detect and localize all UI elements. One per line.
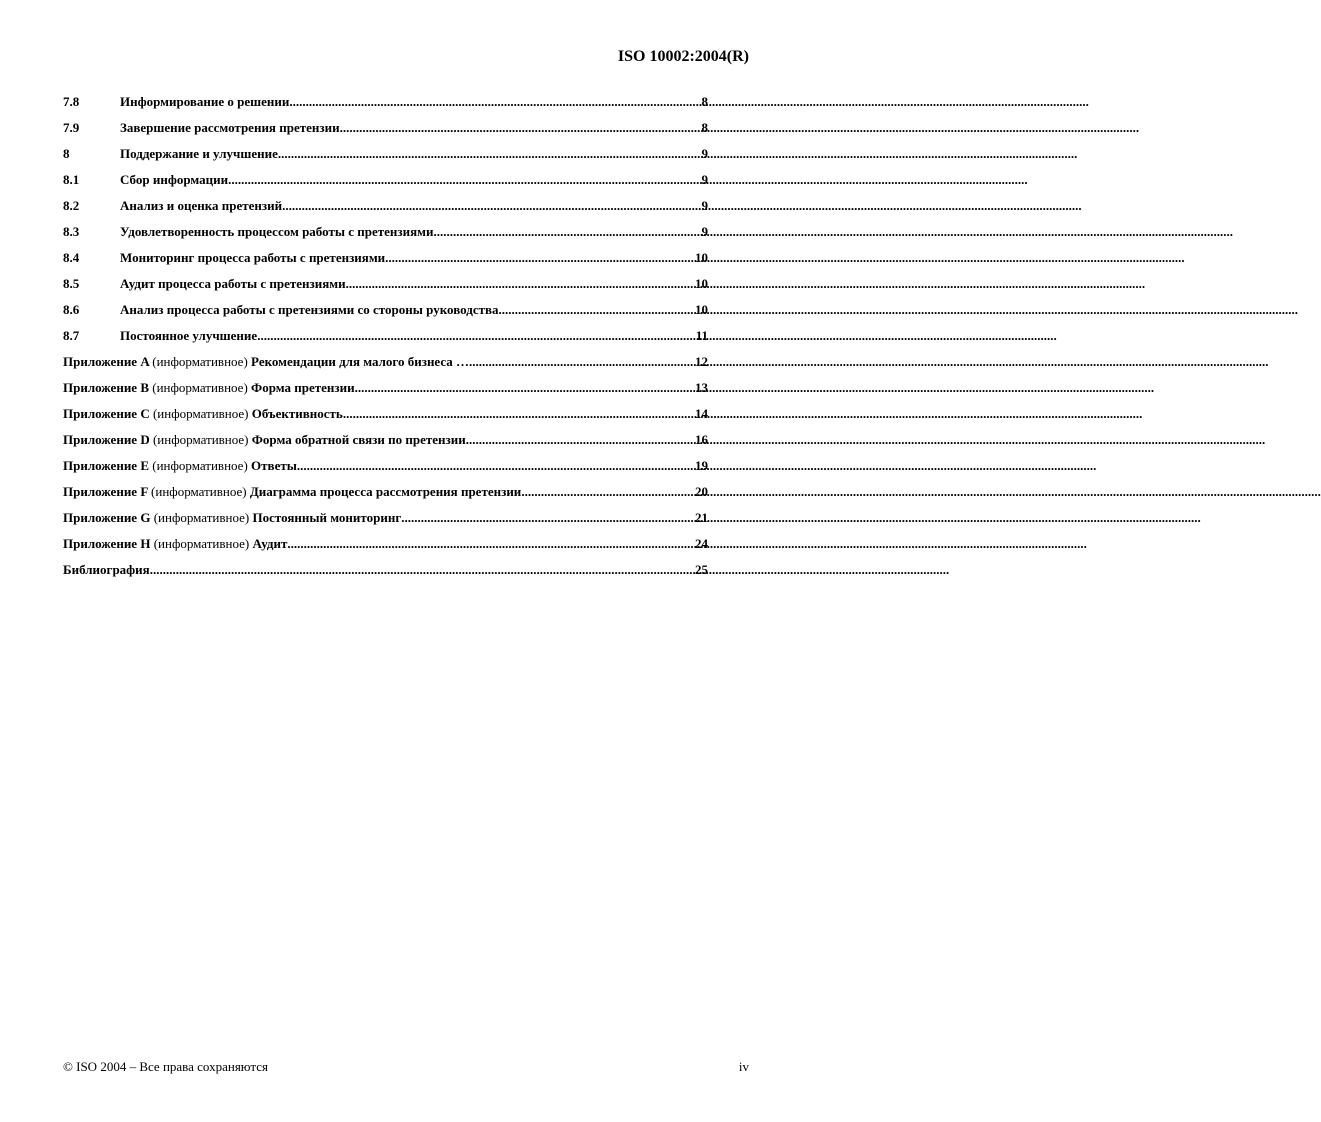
dot-leader — [355, 380, 695, 396]
toc-entry-title: Анализ и оценка претензий — [120, 198, 283, 213]
dot-leader — [434, 224, 702, 240]
annex-type: (информативное) — [152, 406, 249, 421]
annex-type: (информативное) — [151, 484, 247, 499]
page-number: iv — [738, 1059, 749, 1074]
toc-entry-number: 7.9 — [63, 120, 80, 135]
toc-entry-title: Аудит процесса работы с претензиями — [120, 276, 346, 291]
toc-annex-title — [63, 536, 287, 552]
dot-leader — [340, 120, 702, 136]
toc-entry-page: 9 — [701, 198, 708, 213]
bibliography-title: Библиография — [63, 562, 150, 577]
dot-leader — [297, 458, 695, 474]
dot-leader — [521, 484, 695, 500]
annex-title: Объективность — [251, 406, 343, 421]
toc-entry[interactable] — [63, 120, 708, 146]
toc-entry-page: 8 — [701, 120, 708, 135]
dot-leader — [499, 302, 696, 318]
toc-annex[interactable] — [63, 536, 708, 562]
dot-leader — [401, 510, 695, 526]
dot-leader — [289, 94, 701, 110]
toc-entry-title: Мониторинг процесса работы с претензиями — [120, 250, 386, 265]
annex-type: (информативное) — [152, 380, 248, 395]
toc-annex-title — [63, 484, 521, 500]
toc-annex-title — [63, 510, 401, 526]
toc-entry[interactable] — [63, 250, 708, 276]
annex-title: Постоянный мониторинг — [252, 510, 402, 525]
toc-entry[interactable] — [63, 302, 708, 328]
annex-type: (информативное) — [153, 536, 250, 551]
dot-leader — [346, 276, 695, 292]
annex-title: Аудит — [252, 536, 288, 551]
toc-entry-number: 7.8 — [63, 94, 80, 109]
annex-label: Приложение C — [63, 406, 150, 421]
toc-annex-title — [63, 458, 297, 474]
toc-entry-title: Сбор информации — [120, 172, 229, 187]
toc-annex-page: 14 — [695, 406, 708, 421]
toc-entry[interactable] — [63, 328, 708, 354]
annex-title: Форма претензии — [251, 380, 355, 395]
toc-annex-page: 12 — [695, 354, 708, 369]
toc-entry-number: 8 — [63, 146, 70, 161]
toc-annex-title — [63, 406, 343, 422]
toc-entry-number: 8.1 — [63, 172, 80, 187]
dot-leader — [385, 250, 695, 266]
annex-title: Ответы — [251, 458, 297, 473]
toc-entry-number: 8.3 — [63, 224, 80, 239]
toc-entry-page: 9 — [701, 172, 708, 187]
annex-type: (информативное) — [152, 458, 248, 473]
toc-entry[interactable] — [63, 94, 708, 120]
annex-label: Приложение E — [63, 458, 149, 473]
toc-annex-title — [63, 380, 355, 396]
bibliography-page: 25 — [695, 562, 708, 577]
dot-leader — [278, 146, 702, 162]
dot-leader — [257, 328, 696, 344]
annex-label: Приложение B — [63, 380, 149, 395]
annex-type: (информативное) — [152, 354, 248, 369]
standard-id: ISO 10002:2004(R) — [617, 48, 749, 65]
toc-entry-page: 10 — [695, 302, 708, 317]
toc-entry-number: 8.7 — [63, 328, 80, 343]
toc-annex[interactable] — [63, 380, 708, 406]
toc-annex-page: 21 — [695, 510, 708, 525]
toc-annex-title — [63, 354, 469, 370]
toc-annex-page: 13 — [695, 380, 708, 395]
toc-entry-page: 8 — [701, 94, 708, 109]
toc-annex[interactable] — [63, 510, 708, 536]
toc-entry-title: Анализ процесса работы с претензиями со стороны руководства — [120, 302, 499, 317]
toc-entry[interactable] — [63, 198, 708, 224]
annex-label: Приложение G — [63, 510, 151, 525]
toc-entry-page: 9 — [701, 146, 708, 161]
toc-entry-title: Постоянное улучшение — [120, 328, 258, 343]
dot-leader — [150, 562, 695, 578]
dot-leader — [469, 354, 695, 370]
annex-type: (информативное) — [153, 510, 250, 525]
annex-type: (информативное) — [152, 432, 249, 447]
annex-title: Диаграмма процесса рассмотрения претензии — [249, 484, 522, 499]
toc-annex[interactable] — [63, 484, 708, 510]
toc-annex-title — [63, 432, 466, 448]
toc-annex[interactable] — [63, 354, 708, 380]
toc-entry[interactable] — [63, 172, 708, 198]
toc-entry[interactable] — [63, 224, 708, 250]
toc-annex-page: 24 — [695, 536, 708, 551]
copyright-notice: © ISO 2004 – Все права сохраняются — [63, 1059, 268, 1074]
dot-leader — [466, 432, 695, 448]
toc-entry-number: 8.4 — [63, 250, 80, 265]
dot-leader — [287, 536, 695, 552]
annex-title: Рекомендации для малого бизнеса … — [251, 354, 470, 369]
toc-entry-number: 8.2 — [63, 198, 80, 213]
annex-label: Приложение F — [63, 484, 148, 499]
toc-entry-number: 8.5 — [63, 276, 80, 291]
toc-entry-title: Информирование о решении — [120, 94, 290, 109]
toc-bibliography[interactable] — [63, 562, 708, 588]
annex-label: Приложение H — [63, 536, 151, 551]
toc-annex-page: 16 — [695, 432, 708, 447]
toc-entry[interactable] — [63, 276, 708, 302]
toc-annex-page: 20 — [695, 484, 708, 499]
annex-label: Приложение A — [63, 354, 149, 369]
toc-entry-page: 9 — [701, 224, 708, 239]
toc-entry[interactable] — [63, 146, 708, 172]
toc-annex[interactable] — [63, 458, 708, 484]
dot-leader — [343, 406, 695, 422]
dot-leader — [282, 198, 701, 214]
toc-entry-title: Удовлетворенность процессом работы с претензиями — [120, 224, 434, 239]
toc-entry-number: 8.6 — [63, 302, 80, 317]
dot-leader — [228, 172, 701, 188]
toc-entry-title: Поддержание и улучшение — [120, 146, 278, 161]
toc-annex-page: 19 — [695, 458, 708, 473]
toc-entry-page: 11 — [695, 328, 708, 343]
table-of-contents — [63, 94, 708, 588]
toc-entry-title: Завершение рассмотрения претензии — [120, 120, 340, 135]
annex-label: Приложение D — [63, 432, 150, 447]
toc-annex[interactable] — [63, 432, 708, 458]
annex-title: Форма обратной связи по претензии — [251, 432, 466, 447]
toc-entry-page: 10 — [695, 276, 708, 291]
toc-annex[interactable] — [63, 406, 708, 432]
toc-entry-page: 10 — [695, 250, 708, 265]
